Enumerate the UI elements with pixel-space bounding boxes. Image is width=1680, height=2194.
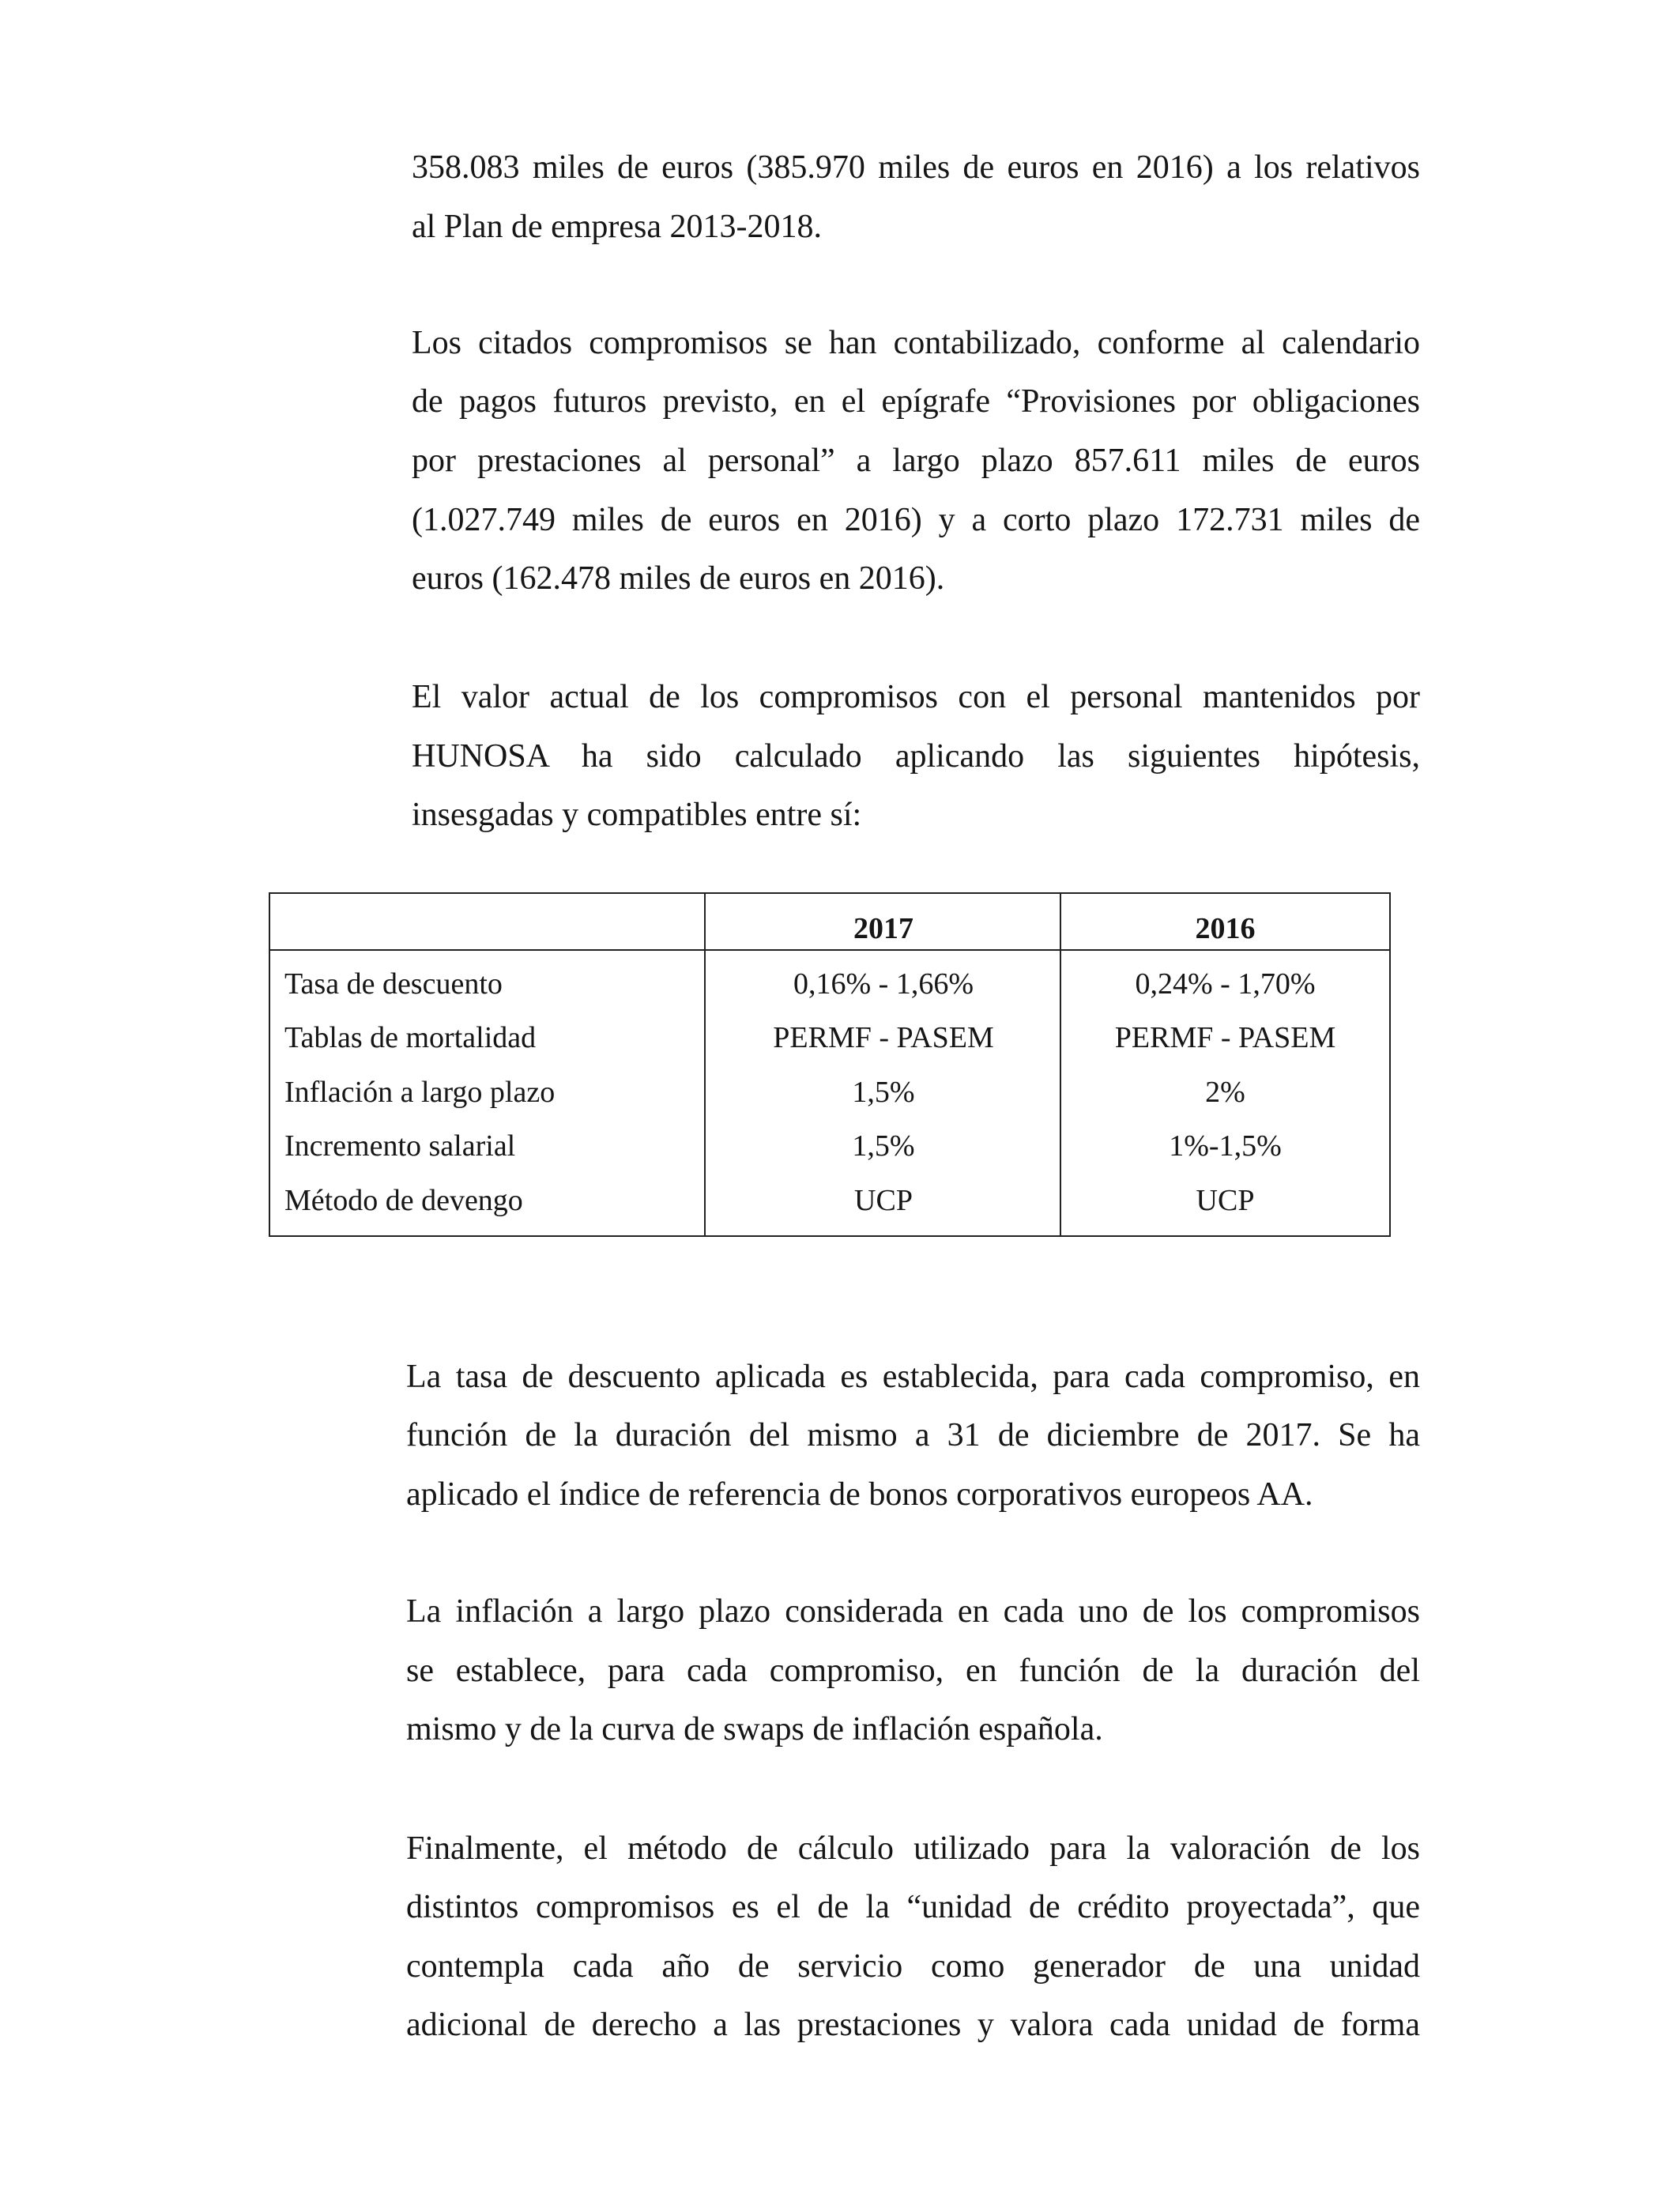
text-line: de pagos futuros previsto, en el epígrafe “Provisiones por obligaciones [412,383,1420,420]
text-line: se establece, para cada compromiso, en función de la duración del [406,1652,1420,1689]
table-header-2016: 2016 [1195,912,1256,945]
table-row [270,1011,1389,1065]
text-line: al Plan de empresa 2013-2018. [412,208,823,245]
paragraph-plan-empresa [412,138,1420,256]
table-row [270,1174,1389,1227]
row-label: Método de devengo [284,1183,523,1217]
value-2017: UCP [854,1183,913,1217]
row-label: Tasa de descuento [284,967,503,1001]
value-2017: 0,16% - 1,66% [793,967,974,1001]
table-row [270,957,1389,1011]
table-header-row [270,894,1389,951]
text-line: por prestaciones al personal” a largo plazo 857.611 miles de euros [412,442,1420,479]
table-row [270,1065,1389,1119]
text-line: euros (162.478 miles de euros en 2016). [412,560,945,598]
table-column-divider [704,894,706,1235]
paragraph-hipotesis [412,668,1420,845]
value-2016: PERMF - PASEM [1114,1021,1336,1055]
text-line: adicional de derecho a las prestaciones y valora cada unidad de forma [406,2007,1420,2044]
text-line: La inflación a largo plazo considerada en cada uno de los compromisos [406,1593,1420,1630]
table-header-empty-cell [270,894,706,949]
table-row [270,1119,1389,1173]
row-label: Incremento salarial [284,1129,516,1163]
text-line: El valor actual de los compromisos con el personal mantenidos por [412,679,1420,716]
paragraph-provisiones [412,314,1420,609]
text-line: distintos compromisos es el de la “unidad de crédito proyectada”, que [406,1889,1420,1926]
assumptions-table [269,892,1391,1237]
text-line: Finalmente, el método de cálculo utilizado para la valoración de los [406,1830,1420,1867]
row-label: Tablas de mortalidad [284,1021,537,1055]
table-column-divider [1060,894,1061,1235]
text-line: 358.083 miles de euros (385.970 miles de euros en 2016) a los relativos [412,149,1420,187]
table-body [270,951,1389,1227]
text-line: Los citados compromisos se han contabilizado, conforme al calendario [412,324,1420,361]
value-2016: 1%-1,5% [1169,1129,1282,1163]
value-2016: 2% [1205,1075,1245,1109]
value-2017: 1,5% [852,1129,915,1163]
text-line: insesgadas y compatibles entre sí: [412,797,862,834]
text-line: aplicado el índice de referencia de bonos corporativos europeos AA. [406,1476,1313,1513]
value-2016: 0,24% - 1,70% [1135,967,1316,1001]
text-line: (1.027.749 miles de euros en 2016) y a corto plazo 172.731 miles de [412,501,1420,538]
paragraph-metodo-calculo [406,1819,1420,2055]
text-line: La tasa de descuento aplicada es establecida, para cada compromiso, en [406,1358,1420,1395]
text-line: función de la duración del mismo a 31 de diciembre de 2017. Se ha [406,1417,1420,1454]
value-2017: PERMF - PASEM [773,1021,994,1055]
value-2016: UCP [1196,1183,1255,1217]
table-header-2017: 2017 [853,912,913,945]
text-line: HUNOSA ha sido calculado aplicando las siguientes hipótesis, [412,737,1420,775]
paragraph-inflacion [406,1582,1420,1759]
value-2017: 1,5% [852,1075,915,1109]
text-line: contempla cada año de servicio como generador de una unidad [406,1947,1420,1985]
row-label: Inflación a largo plazo [284,1075,556,1109]
paragraph-tasa-descuento [406,1348,1420,1525]
text-line: mismo y de la curva de swaps de inflación española. [406,1711,1103,1748]
